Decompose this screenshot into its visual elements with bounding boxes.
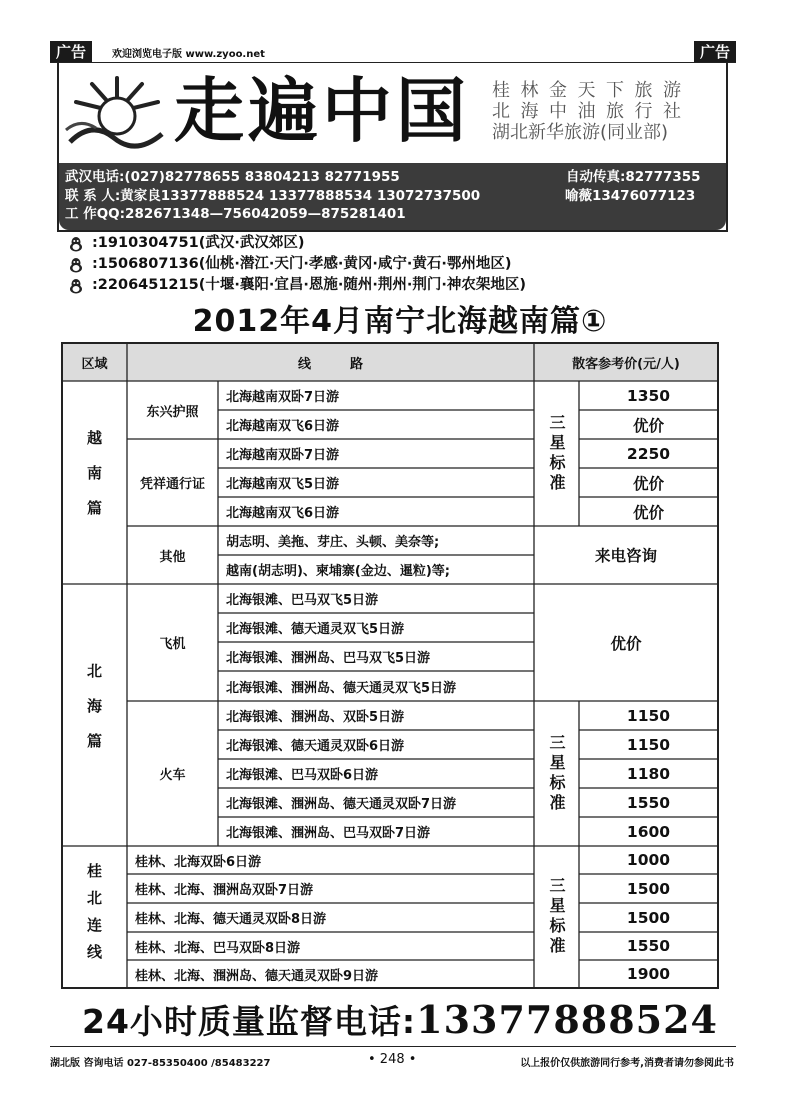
contact-yu: 喻薇13476077123	[565, 187, 696, 204]
header-route: 线 路	[297, 356, 363, 372]
price-cell: 2250	[626, 444, 671, 463]
header-region: 区域	[81, 356, 108, 372]
price-cell: 优价	[610, 634, 642, 653]
quality-hotline	[0, 996, 800, 1043]
qq-penguin-icon	[68, 236, 84, 252]
subgroup-other: 其他	[159, 549, 186, 565]
price-cell: 优价	[632, 416, 664, 435]
star-standard-label: 三星标准	[547, 733, 566, 814]
route-cell: 北海越南双飞6日游	[226, 506, 340, 521]
price-cell: 1150	[626, 735, 671, 754]
price-table	[61, 342, 719, 989]
qq-penguin-icon	[68, 278, 84, 294]
qq-item	[68, 254, 526, 275]
star-standard-label: 三星标准	[547, 877, 566, 957]
star-standard-label: 三星标准	[547, 413, 566, 494]
region-guibei: 桂北连线	[85, 863, 103, 971]
region-beihai: 北海篇	[85, 662, 103, 768]
footer-disclaimer: 以上报价仅供旅游同行参考,消费者请勿参阅此书	[520, 1058, 734, 1069]
route-cell: 北海银滩、涠洲岛、巴马双飞5日游	[226, 651, 431, 666]
page-title: 2012年4月南宁北海越南篇①	[192, 304, 608, 339]
route-cell: 北海银滩、巴马双卧6日游	[226, 768, 379, 783]
hotline-label: 24小时质量监督电话:	[82, 1002, 417, 1041]
route-cell: 北海银滩、涠洲岛、巴马双卧7日游	[226, 826, 431, 841]
route-cell: 北海银滩、德天通灵双卧6日游	[226, 739, 405, 754]
route-cell: 桂林、北海、涠洲岛双卧7日游	[135, 883, 314, 898]
route-cell: 北海银滩、涠洲岛、双卧5日游	[226, 710, 405, 725]
subgroup-plane: 飞机	[159, 637, 186, 652]
price-cell: 1180	[626, 764, 671, 783]
brand-logo	[62, 66, 482, 158]
route-cell: 北海越南双卧7日游	[226, 390, 340, 405]
route-cell: 北海越南双卧7日游	[226, 448, 340, 463]
contact-person: 联 系 人:黄家良13377888524 13377888534 13072737500	[65, 187, 481, 204]
price-cell: 1900	[626, 965, 671, 983]
route-cell: 桂林、北海双卧6日游	[135, 854, 262, 870]
price-cell: 1550	[626, 937, 671, 955]
footer-edition: 湖北版 咨询电话 027-85350400 /85483227	[50, 1058, 271, 1069]
route-cell: 北海银滩、德天通灵双飞5日游	[226, 622, 405, 637]
page-number: • 248 •	[368, 1052, 417, 1067]
subgroup-dongxing: 东兴护照	[146, 404, 199, 420]
subgroup-train: 火车	[159, 768, 186, 783]
price-cell: 优价	[632, 503, 664, 522]
route-cell: 胡志明、美拖、芽庄、头顿、美奈等;	[226, 535, 440, 550]
qq-penguin-icon	[68, 257, 84, 273]
route-cell: 北海越南双飞6日游	[226, 419, 340, 434]
ad-tag-right: 广告	[694, 41, 736, 63]
agency-name: 桂林金天下旅游	[492, 80, 692, 101]
ad-tag-left: 广告	[50, 41, 92, 63]
agency-name: 湖北新华旅游(同业部)	[492, 122, 669, 143]
brand-name: 走遍中国	[174, 69, 470, 152]
price-cell: 1550	[626, 793, 671, 812]
qq-list	[68, 233, 526, 296]
subgroup-pingxiang: 凭祥通行证	[139, 477, 205, 492]
agency-name: 北海中油旅行社	[492, 101, 692, 122]
price-cell: 1000	[626, 851, 671, 869]
route-cell: 北海银滩、巴马双飞5日游	[226, 593, 379, 608]
route-cell: 越南(胡志明)、柬埔寨(金边、暹粒)等;	[226, 564, 450, 579]
qq-text: :2206451215(十堰·襄阳·宜昌·恩施·随州·荆州·荆门·神农架地区)	[92, 277, 526, 293]
price-cell: 1500	[626, 908, 671, 927]
bottom-divider	[50, 1046, 736, 1047]
contact-panel	[59, 163, 726, 230]
price-cell: 优价	[632, 474, 664, 493]
fax-number: 自动传真:82777355	[566, 169, 701, 185]
agency-list	[492, 80, 724, 143]
qq-text: :1910304751(武汉·武汉郊区)	[92, 235, 305, 251]
header-price: 散客参考价(元/人)	[572, 356, 680, 372]
price-cell: 1500	[626, 879, 671, 898]
route-cell: 北海越南双飞5日游	[226, 477, 340, 492]
route-cell: 桂林、北海、涠洲岛、德天通灵双卧9日游	[135, 968, 379, 984]
route-cell: 桂林、北海、德天通灵双卧8日游	[135, 912, 327, 927]
qq-item	[68, 275, 526, 296]
price-cell: 1600	[626, 822, 671, 841]
work-qq: 工 作QQ:282671348—756042059—875281401	[65, 206, 406, 222]
qq-item	[68, 233, 526, 254]
route-cell: 北海银滩、涠洲岛、德天通灵双飞5日游	[226, 680, 457, 696]
wuhan-phone: 武汉电话:(027)82778655 83804213 82771955	[65, 169, 400, 185]
price-cell: 来电咨询	[594, 547, 657, 565]
route-cell: 桂林、北海、巴马双卧8日游	[135, 940, 301, 956]
sun-logo-icon	[62, 72, 172, 152]
hotline-number: 13377888524	[416, 997, 718, 1042]
qq-text: :1506807136(仙桃·潜江·天门·孝感·黄冈·咸宁·黄石·鄂州地区)	[92, 256, 512, 272]
price-cell: 1350	[626, 386, 671, 405]
price-cell: 1150	[626, 706, 671, 725]
route-cell: 北海银滩、涠洲岛、德天通灵双卧7日游	[226, 797, 457, 812]
welcome-text: 欢迎浏览电子版 www.zyoo.net	[112, 49, 265, 60]
region-vietnam: 越南篇	[85, 430, 103, 535]
